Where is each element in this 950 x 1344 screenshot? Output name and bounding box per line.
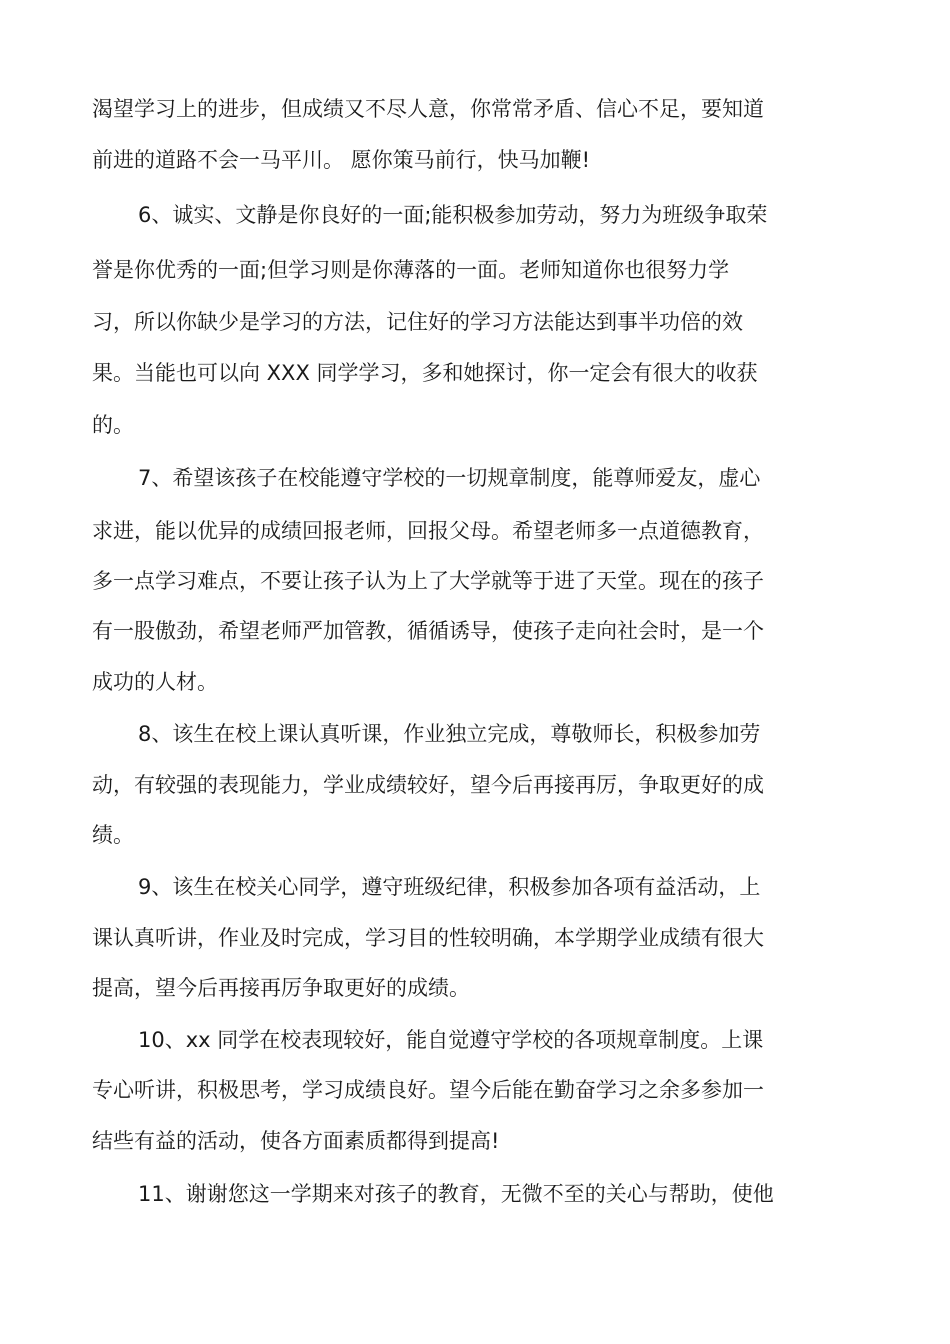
paragraph-7-line: 多一点学习难点，不要让孩子认为上了大学就等于进了天堂。现在的孩子	[92, 569, 764, 593]
paragraph-8-line: 绩。	[92, 823, 134, 847]
paragraph-9-line: 提高，望今后再接再厉争取更好的成绩。	[92, 976, 470, 1000]
paragraph-7-line: 7、希望该孩子在校能遵守学校的一切规章制度，能尊师爱友，虚心	[138, 466, 761, 490]
paragraph-10-line: 专心听讲，积极思考，学习成绩良好。望今后能在勤奋学习之余多参加一	[92, 1078, 764, 1102]
paragraph-8-line: 8、该生在校上课认真听课，作业独立完成，尊敬师长，积极参加劳	[138, 722, 761, 746]
paragraph-6-line: 的。	[92, 413, 134, 437]
paragraph-11-line: 11、谢谢您这一学期来对孩子的教育，无微不至的关心与帮助，使他	[138, 1182, 774, 1206]
paragraph-9-line: 9、该生在校关心同学，遵守班级纪律，积极参加各项有益活动，上	[138, 875, 761, 899]
paragraph-6-line: 果。当能也可以向 XXX 同学学习，多和她探讨，你一定会有很大的收获	[92, 361, 758, 385]
paragraph-8-line: 动，有较强的表现能力，学业成绩较好，望今后再接再厉，争取更好的成	[92, 773, 764, 797]
paragraph-line: 渴望学习上的进步，但成绩又不尽人意，你常常矛盾、信心不足，要知道	[92, 97, 764, 121]
paragraph-10-line: 10、xx 同学在校表现较好，能自觉遵守学校的各项规章制度。上课	[138, 1028, 764, 1052]
paragraph-7-line: 求进，能以优异的成绩回报老师，回报父母。希望老师多一点道德教育，	[92, 519, 764, 543]
paragraph-10-line: 结些有益的活动，使各方面素质都得到提高!	[92, 1129, 500, 1153]
paragraph-6-line: 6、诚实、文静是你良好的一面;能积极参加劳动，努力为班级争取荣	[138, 203, 768, 227]
paragraph-7-line: 成功的人材。	[92, 670, 218, 694]
paragraph-6-line: 誉是你优秀的一面;但学习则是你薄落的一面。老师知道你也很努力学	[92, 258, 730, 282]
paragraph-7-line: 有一股傲劲，希望老师严加管教，循循诱导，使孩子走向社会时，是一个	[92, 619, 764, 643]
paragraph-9-line: 课认真听讲，作业及时完成，学习目的性较明确，本学期学业成绩有很大	[92, 926, 764, 950]
paragraph-line: 前进的道路不会一马平川。 愿你策马前行，快马加鞭!	[92, 148, 591, 172]
paragraph-6-line: 习，所以你缺少是学习的方法，记住好的学习方法能达到事半功倍的效	[92, 310, 743, 334]
